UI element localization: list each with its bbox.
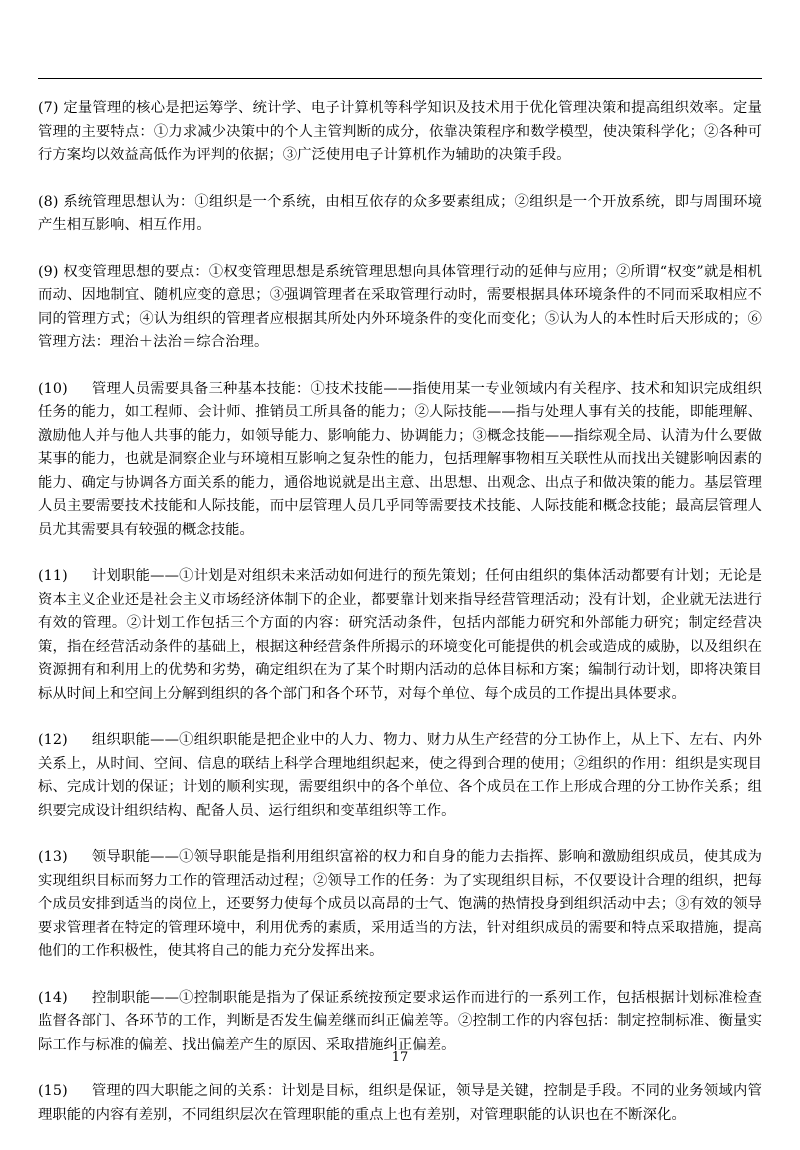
paragraph-number: (9) [38,263,64,280]
paragraph-text: 权变管理思想的要点：①权变管理思想是系统管理思想向具体管理行动的延伸与应用；②所谓“权变”就是相机而动、因地制宜、随机应变的意思；③强调管理者在采取管理行动时，需要根据具体环境条件的不同而采取相应不同的管理方式；④认为组织的管理者应根据其所处内外环境条件的变化而变化；⑤认为人的本性时后天形成的；⑥管理方法：理治＋法治＝综合治理。 [38,263,763,350]
paragraph-10 [38,378,762,543]
paragraph-number: (14) [38,989,92,1006]
paragraph-text: 定量管理的核心是把运筹学、统计学、电子计算机等科学知识及技术用于优化管理决策和提高组织效率。定量管理的主要特点：①力求减少决策中的个人主管判断的成分，依靠决策程序和数学模型，使决策科学化；②各种可行方案均以效益高低作为评判的依据；③广泛使用电子计算机作为辅助的决策手段。 [38,100,762,163]
paragraph-text: 领导职能——①领导职能是指利用组织富裕的权力和自身的能力去指挥、影响和激励组织成员，使其成为实现组织目标而努力工作的管理活动过程；②领导工作的任务：为了实现组织目标，不仅要设计合理的组织，把每个成员安排到适当的岗位上，还要努力使每个成员以高昂的士气、饱满的热情投身到组织活动中去；③有效的领导要求管理者在特定的管理环境中，利用优秀的素质，采用适当的方法，针对组织成员的需要和特点采取措施，提高他们的工作积极性，使其将自己的能力充分发挥出来。 [38,849,762,959]
paragraph-text: 管理的四大职能之间的关系：计划是目标，组织是保证，领导是关键，控制是手段。不同的业务领域内管理职能的内容有差别，不同组织层次在管理职能的重点上也有差别，对管理职能的认识也在不断深化。 [38,1083,762,1123]
header-rule [38,78,762,79]
page-number: 17 [391,1050,409,1065]
paragraph-number: (15) [38,1083,92,1099]
paragraph-12 [38,729,762,823]
paragraph-number: (7) [38,100,64,116]
paragraph-8 [38,191,762,238]
paragraph-14 [38,987,762,1058]
paragraph-text: 控制职能——①控制职能是指为了保证系统按预定要求运作而进行的一系列工作，包括根据计划标准检查监督各部门、各环节的工作，判断是否发生偏差继而纠正偏差等。②控制工作的内容包括：制定控制标准、衡量实际工作与标准的偏差、找出偏差产生的原因、采取措施纠正偏差。 [38,989,762,1053]
paragraph-number: (8) [38,193,64,210]
paragraph-15 [38,1080,762,1127]
paragraph-text: 组织职能——①组织职能是把企业中的人力、物力、财力从生产经营的分工协作上，从上下、左右、内外关系上，从时间、空间、信息的联结上科学合理地组织起来，使之得到合理的使用；②组织的作用：组织是实现目标、完成计划的保证；计划的顺利实现，需要组织中的各个单位、各个成员在工作上形成合理的分工协作关系；组织要完成设计组织结构、配备人员、运行组织和变革组织等工作。 [38,732,762,819]
paragraph-text: 计划职能——①计划是对组织未来活动如何进行的预先策划；任何由组织的集体活动都要有计划；无论是资本主义企业还是社会主义市场经济体制下的企业，都要靠计划来指导经营管理活动；没有计划，企业就无法进行有效的管理。②计划工作包括三个方面的内容：研究活动条件，包括内部能力研究和外部能力研究；制定经营决策，指在经营活动条件的基础上，根据这种经营条件所揭示的环境变化可能提供的机会或造成的威胁，以及组织在资源拥有和利用上的优势和劣势，确定组织在为了某个时期内活动的总体目标和方案；编制行动计划，即将决策目标从时间上和空间上分解到组织的各个部门和各个环节，对每个单位、每个成员的工作提出具体要求。 [38,568,762,702]
paragraph-text: 管理人员需要具备三种基本技能：①技术技能——指使用某一专业领域内有关程序、技术和知识完成组织任务的能力，如工程师、会计师、推销员工所具备的能力；②人际技能——指与处理人事有关的技能，即能理解、激励他人并与他人共事的能力，如领导能力、影响能力、协调能力；③概念技能——指综观全局、认清为什么要做某事的能力，也就是洞察企业与环境相互影响之复杂性的能力，包括理解事物相互关联性从而找出关键影响因素的能力、确定与协调各方面关系的能力，通俗地说就是出主意、出思想、出观念、出点子和做决策的能力。基层管理人员主要需要技术技能和人际技能，而中层管理人员几乎同等需要技术技能、人际技能和概念技能；最高层管理人员尤其需要具有较强的概念技能。 [38,380,762,538]
paragraph-7 [38,97,762,168]
document-body [38,97,762,1150]
paragraph-number: (10) [38,380,92,397]
paragraph-13 [38,846,762,964]
paragraph-9 [38,261,762,355]
paragraph-number: (11) [38,568,92,584]
paragraph-number: (13) [38,849,92,865]
paragraph-number: (12) [38,732,92,748]
paragraph-text: 系统管理思想认为：①组织是一个系统，由相互依存的众多要素组成；②组织是一个开放系统，即与周围环境产生相互影响、相互作用。 [38,193,762,233]
paragraph-11 [38,565,762,706]
